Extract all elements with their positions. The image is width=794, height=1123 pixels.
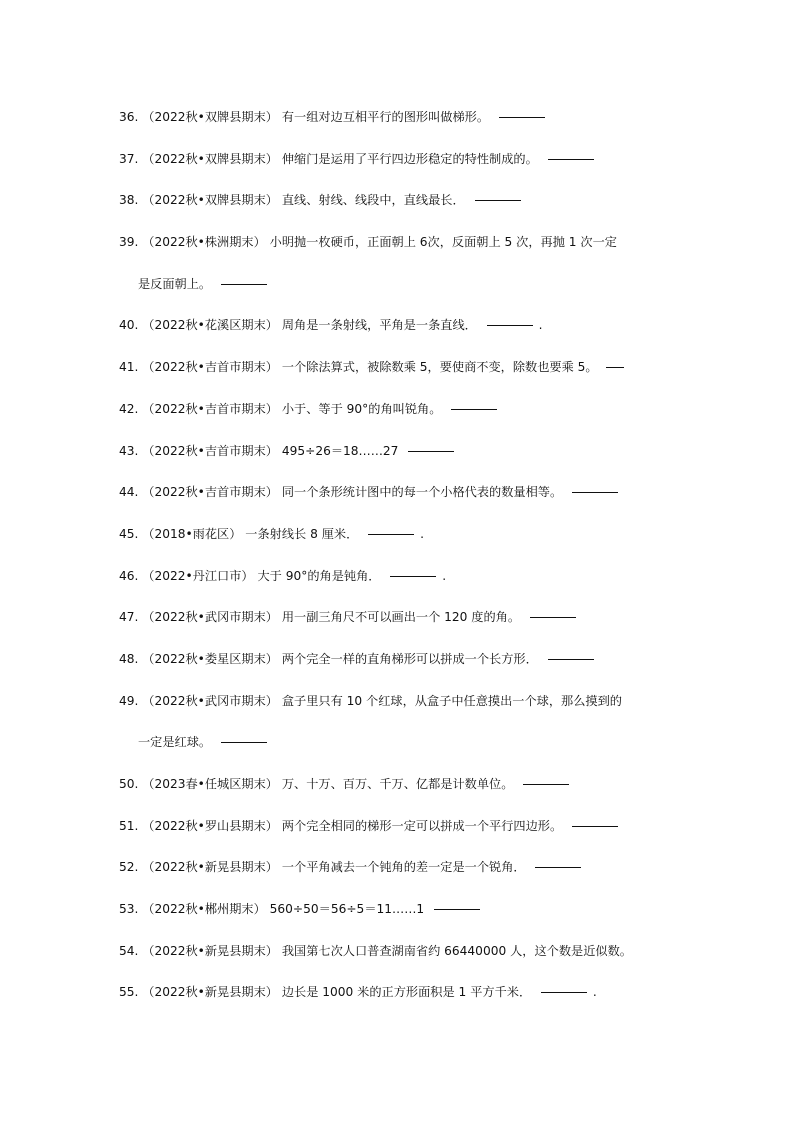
question-source: （2022秋•双牌县期末） [142,110,278,124]
answer-blank[interactable] [390,575,436,577]
question-number: 45. [119,526,139,541]
question-source: （2022秋•罗山县期末） [142,818,278,833]
answer-blank[interactable] [548,158,594,160]
question-tail: . [420,526,424,541]
question-number: 51. [119,818,139,833]
question-tail: . [538,318,543,333]
answer-blank[interactable] [499,116,545,118]
question-text: 边长是 1000 米的正方形面积是 1 平方千米． [281,985,532,1000]
question-number: 50. [119,777,139,792]
question-text: 盒子里只有 10 个红球，从盒子中任意摸出一个球，那么摸到的 [281,693,622,708]
answer-blank[interactable] [434,908,480,910]
question-number: 40. [119,318,139,333]
question-55 [119,981,689,1023]
answer-blank[interactable] [408,450,454,452]
answer-blank[interactable] [451,408,497,410]
question-number: 38. [119,193,139,208]
answer-blank[interactable] [523,783,569,785]
true-false-question-list [119,106,689,1023]
question-text: 大于 90°的角是钝角． [257,568,381,583]
question-source: （2022秋•新晃县期末） [142,943,278,958]
answer-blank[interactable] [548,658,594,660]
question-number: 53. [119,902,139,917]
question-source: （2022秋•株洲期末） [142,235,266,250]
question-number: 43. [119,443,139,458]
question-text: 两个完全相同的梯形一定可以拼成一个平行四边形。 [281,818,563,833]
answer-blank[interactable] [221,283,267,285]
question-text: 一个平角减去一个钝角的差一定是一个锐角． [281,860,526,875]
question-39 [119,231,689,314]
question-number: 44. [119,485,139,500]
question-text: 495÷26＝18……27 [281,443,399,458]
question-tail: . [442,568,447,583]
question-source: （2022秋•花溪区期末） [142,318,278,333]
question-source: （2022秋•吉首市期末） [142,401,278,416]
question-text: 小明抛一枚硬币，正面朝上 6次，反面朝上 5 次，再抛 1 次一定 [269,235,617,250]
question-text: 小于、等于 90°的角叫锐角。 [281,401,442,416]
question-46 [119,565,689,607]
question-text: 用一副三角尺不可以画出一个 120 度的角。 [281,610,521,625]
question-source: （2022秋•吉首市期末） [142,443,278,458]
question-48 [119,648,689,690]
question-number: 37. [119,151,139,166]
question-text: 周角是一条射线，平角是一条直线． [281,318,477,333]
question-text: 560÷50＝56÷5＝11……1 [269,902,425,917]
question-number: 42. [119,401,139,416]
question-number: 46. [119,568,139,583]
question-source: （2022秋•吉首市期末） [142,360,278,375]
answer-blank[interactable] [541,991,587,993]
question-text-continued: 是反面朝上。 [138,276,212,291]
question-source: （2022秋•武冈市期末） [142,693,278,708]
question-number: 47. [119,610,139,625]
question-47 [119,606,689,648]
question-text-continued: 一定是红球。 [138,735,212,750]
question-source: （2018•雨花区） [142,526,242,541]
answer-blank[interactable] [475,199,521,201]
question-source: （2022秋•武冈市期末） [142,610,278,625]
question-number: 48. [119,651,139,666]
question-source: （2022秋•娄星区期末） [142,651,278,666]
question-45 [119,523,689,565]
question-51 [119,815,689,857]
question-source: （2022秋•吉首市期末） [142,485,278,500]
question-source: （2023春•任城区期末） [142,777,278,792]
question-text: 万、十万、百万、千万、亿都是计数单位。 [281,777,514,792]
question-38 [119,189,689,231]
question-text: 直线、射线、线段中，直线最长． [281,193,465,208]
question-53 [119,898,689,940]
question-number: 36. [119,110,139,124]
question-50 [119,773,689,815]
question-43 [119,440,689,482]
question-text: 同一个条形统计图中的每一个小格代表的数量相等。 [281,485,563,500]
question-number: 55. [119,985,139,1000]
question-52 [119,856,689,898]
answer-blank[interactable] [368,533,414,535]
question-source: （2022秋•双牌县期末） [142,151,278,166]
question-number: 41. [119,360,139,375]
question-source: （2022•丹江口市） [142,568,254,583]
question-44 [119,481,689,523]
answer-blank[interactable] [487,324,533,326]
question-number: 49. [119,693,139,708]
question-54 [119,940,689,982]
answer-blank[interactable] [530,616,576,618]
question-text: 伸缩门是运用了平行四边形稳定的特性制成的。 [281,151,538,166]
question-number: 39. [119,235,139,250]
question-source: （2022秋•新晃县期末） [142,985,278,1000]
question-text: 两个完全一样的直角梯形可以拼成一个长方形． [281,651,538,666]
question-text: 我国第七次人口普查湖南省约 66440000 人，这个数是近似数。 [281,943,632,958]
question-text: 有一组对边互相平行的图形叫做梯形。 [281,110,490,124]
answer-blank[interactable] [572,491,618,493]
question-40 [119,314,689,356]
answer-blank[interactable] [572,825,618,827]
question-text: 一个除法算式，被除数乘 5，要使商不变，除数也要乘 5。 [281,360,598,375]
question-number: 54. [119,943,139,958]
question-37 [119,148,689,190]
question-source: （2022秋•郴州期末） [142,902,266,917]
question-49 [119,690,689,773]
question-tail: . [592,985,597,1000]
question-source: （2022秋•新晃县期末） [142,860,278,875]
answer-blank[interactable] [535,866,581,868]
question-number: 52. [119,860,139,875]
answer-blank[interactable] [221,741,267,743]
question-text: 一条射线长 8 厘米． [245,526,359,541]
question-36 [119,106,689,148]
question-41 [119,356,689,398]
question-42 [119,398,689,440]
question-source: （2022秋•双牌县期末） [142,193,278,208]
answer-blank[interactable] [606,366,624,368]
